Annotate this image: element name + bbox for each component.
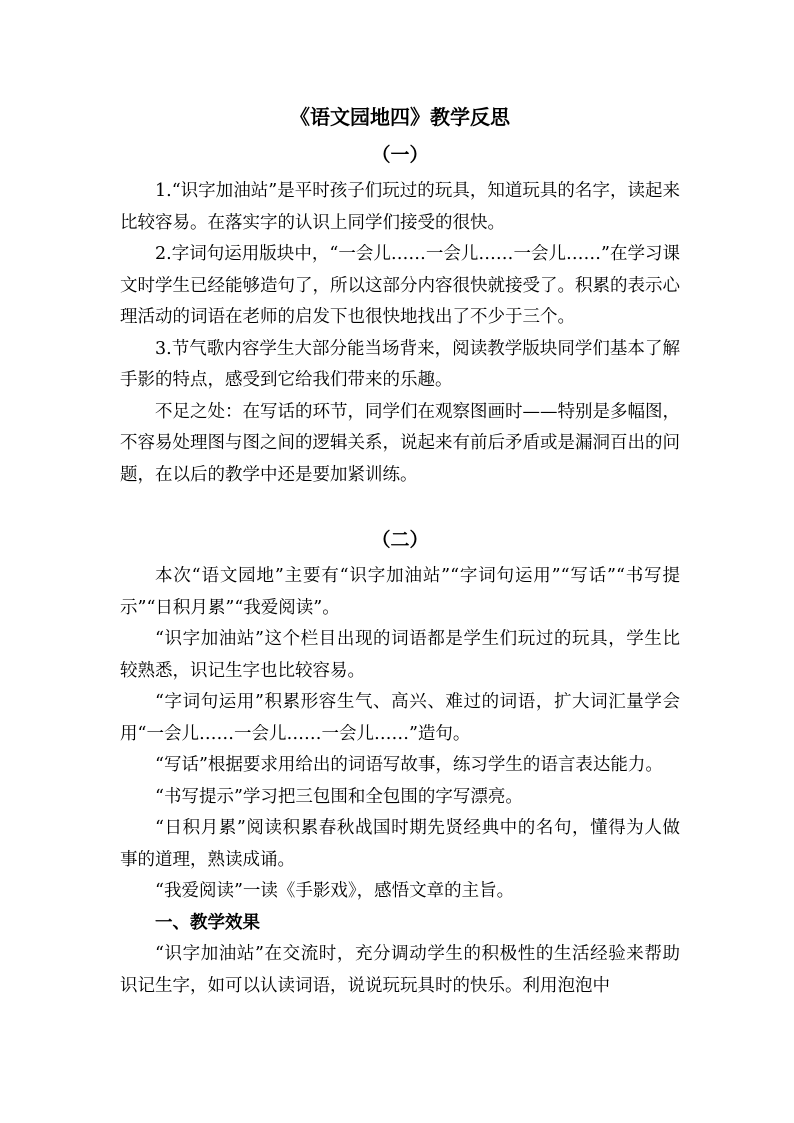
paragraph: 不足之处：在写话的环节，同学们在观察图画时——特别是多幅图，不容易处理图与图之间的逻辑关系，说起来有前后矛盾或是漏洞百出的问题，在以后的教学中还是要加紧训练。 [120, 401, 680, 485]
paragraph: 1.“识字加油站”是平时孩子们玩过的玩具，知道玩具的名字，读起来比较容易。在落实字的认识上同学们接受的很快。 [120, 181, 680, 233]
paragraph: “书写提示”学习把三包围和全包围的字写漂亮。 [155, 786, 523, 807]
paragraph: 3.节气歌内容学生大部分能当场背来，阅读教学版块同学们基本了解手影的特点，感受到它给我们带来的乐趣。 [120, 338, 680, 390]
document-title: 《语文园地四》教学反思 [290, 105, 510, 129]
paragraph: 本次“语文园地”主要有“识字加油站”“字词句运用”“写话”“书写提示”“日积月累”“我爱阅读”。 [120, 566, 680, 618]
paragraph: “我爱阅读”一读《手影戏》，感悟文章的主旨。 [155, 881, 515, 901]
section-one-heading: （一） [371, 144, 429, 166]
document-body [120, 100, 680, 1002]
teaching-effect-heading: 一、教学效果 [155, 912, 260, 933]
paragraph: “字词句运用”积累形容生气、高兴、难过的词语，扩大词汇量学会用“一会儿……一会儿……一会儿……”造句。 [120, 692, 680, 744]
paragraph: “识字加油站”在交流时，充分调动学生的积极性的生活经验来帮助识记生字，如可以认读词语，说说玩玩具时的快乐。利用泡泡中 [120, 944, 680, 996]
paragraph: “识字加油站”这个栏目出现的词语都是学生们玩过的玩具，学生比较熟悉，识记生字也比较容易。 [120, 629, 680, 681]
paragraph: 2.字词句运用版块中，“一会儿……一会儿……一会儿……”在学习课文时学生已经能够造句了，所以这部分内容很快就接受了。积累的表示心理活动的词语在老师的启发下也很快地找出了不少于三个。 [120, 244, 680, 327]
section-two-heading: （二） [371, 529, 429, 551]
paragraph: “写话”根据要求用给出的词语写故事，练习学生的语言表达能力。 [155, 755, 663, 775]
paragraph: “日积月累”阅读积累春秋战国时期先贤经典中的名句，懂得为人做事的道理，熟读成诵。 [120, 818, 680, 870]
